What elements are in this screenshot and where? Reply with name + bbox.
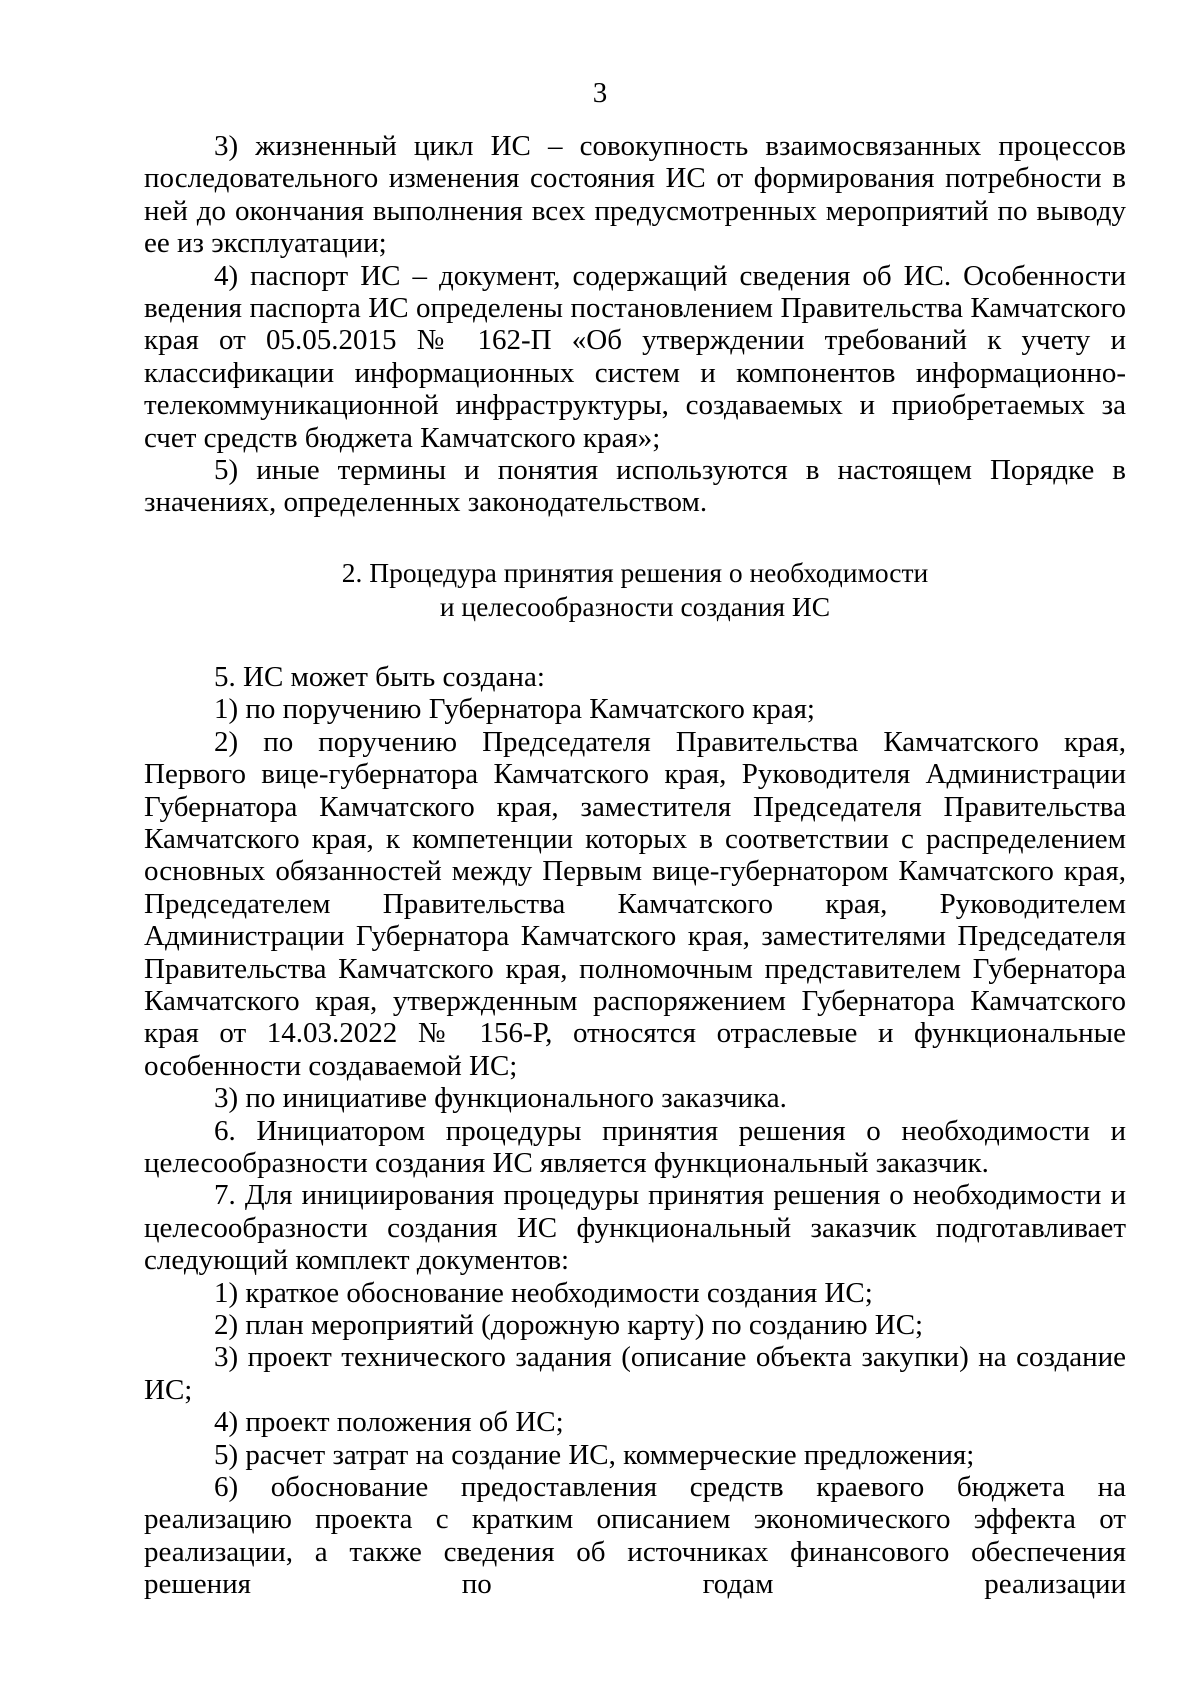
paragraph-6: 6. Инициатором процедуры принятия решения о необходимости и целесообразности создания ИС является функциональный заказчик. <box>144 1114 1126 1179</box>
paragraph-5: 5. ИС может быть создана: <box>214 660 545 693</box>
paragraph-7-item-5: 5) расчет затрат на создание ИС, коммерческие предложения; <box>214 1438 975 1471</box>
page-number: 3 <box>592 77 608 109</box>
paragraph-5-item-1: 1) по поручению Губернатора Камчатского края; <box>214 693 815 726</box>
paragraph-definition-passport: 4) паспорт ИС – документ, содержащий сведения об ИС. Особенности ведения паспорта ИС определены постановлением Правительства Камчатского края от 05.05.2015 № 162-П «Об утверждении требований к учету и классификации информационных систем и компонентов информационно-телекоммуникационной инфраструктуры, создаваемых и приобретаемых за счет средств бюджета Камчатского края»; <box>144 259 1126 454</box>
paragraph-7-item-4: 4) проект положения об ИС; <box>214 1406 564 1439</box>
paragraph-7-item-2: 2) план мероприятий (дорожную карту) по созданию ИС; <box>214 1309 924 1341</box>
document-body <box>144 130 1126 1601</box>
section-heading-line-2: и целесообразности создания ИС <box>439 590 831 622</box>
paragraph-7-item-6: 6) обоснование предоставления средств краевого бюджета на реализацию проекта с кратким описанием экономического эффекта от реализации, а также сведения об источниках финансового обеспечения решения по годам реализации <box>144 1471 1126 1601</box>
paragraph-7: 7. Для инициирования процедуры принятия решения о необходимости и целесообразности создания ИС функциональный заказчик подготавливает следующий комплект документов: <box>144 1179 1126 1277</box>
paragraph-definition-lifecycle: 3) жизненный цикл ИС – совокупность взаимосвязанных процессов последовательного изменения состояния ИС от формирования потребности в ней до окончания выполнения всех предусмотренных мероприятий по выводу ее из эксплуатации; <box>144 130 1126 260</box>
paragraph-5-item-3: 3) по инициативе функционального заказчика. <box>214 1082 787 1115</box>
paragraph-7-item-1: 1) краткое обоснование необходимости создания ИС; <box>214 1276 873 1309</box>
paragraph-definition-other-terms: 5) иные термины и понятия используются в настоящем Порядке в значениях, определенных законодательством. <box>144 454 1126 519</box>
paragraph-7-item-3: 3) проект технического задания (описание объекта закупки) на создание ИС; <box>144 1341 1126 1406</box>
section-heading-line-1: 2. Процедура принятия решения о необходимости <box>341 556 929 588</box>
paragraph-5-item-2: 2) по поручению Председателя Правительства Камчатского края, Первого вице-губернатора Камчатского края, Руководителя Администрации Губернатора Камчатского края, заместителя Председателя Правительства Камчатского края, к компетенции которых в соответствии с распределением основных обязанностей между Первым вице-губернатором Камчатского края, Председателем Правительства Камчатского края, Руководителем Администрации Губернатора Камчатского края, заместителями Председателя Правительства Камчатского края, полномочным представителем Губернатора Камчатского края, утвержденным распоряжением Губернатора Камчатского края от 14.03.2022 № 156-Р, относятся отраслевые и функциональные особенности создаваемой ИС; <box>144 725 1126 1082</box>
section-heading <box>144 556 1126 624</box>
